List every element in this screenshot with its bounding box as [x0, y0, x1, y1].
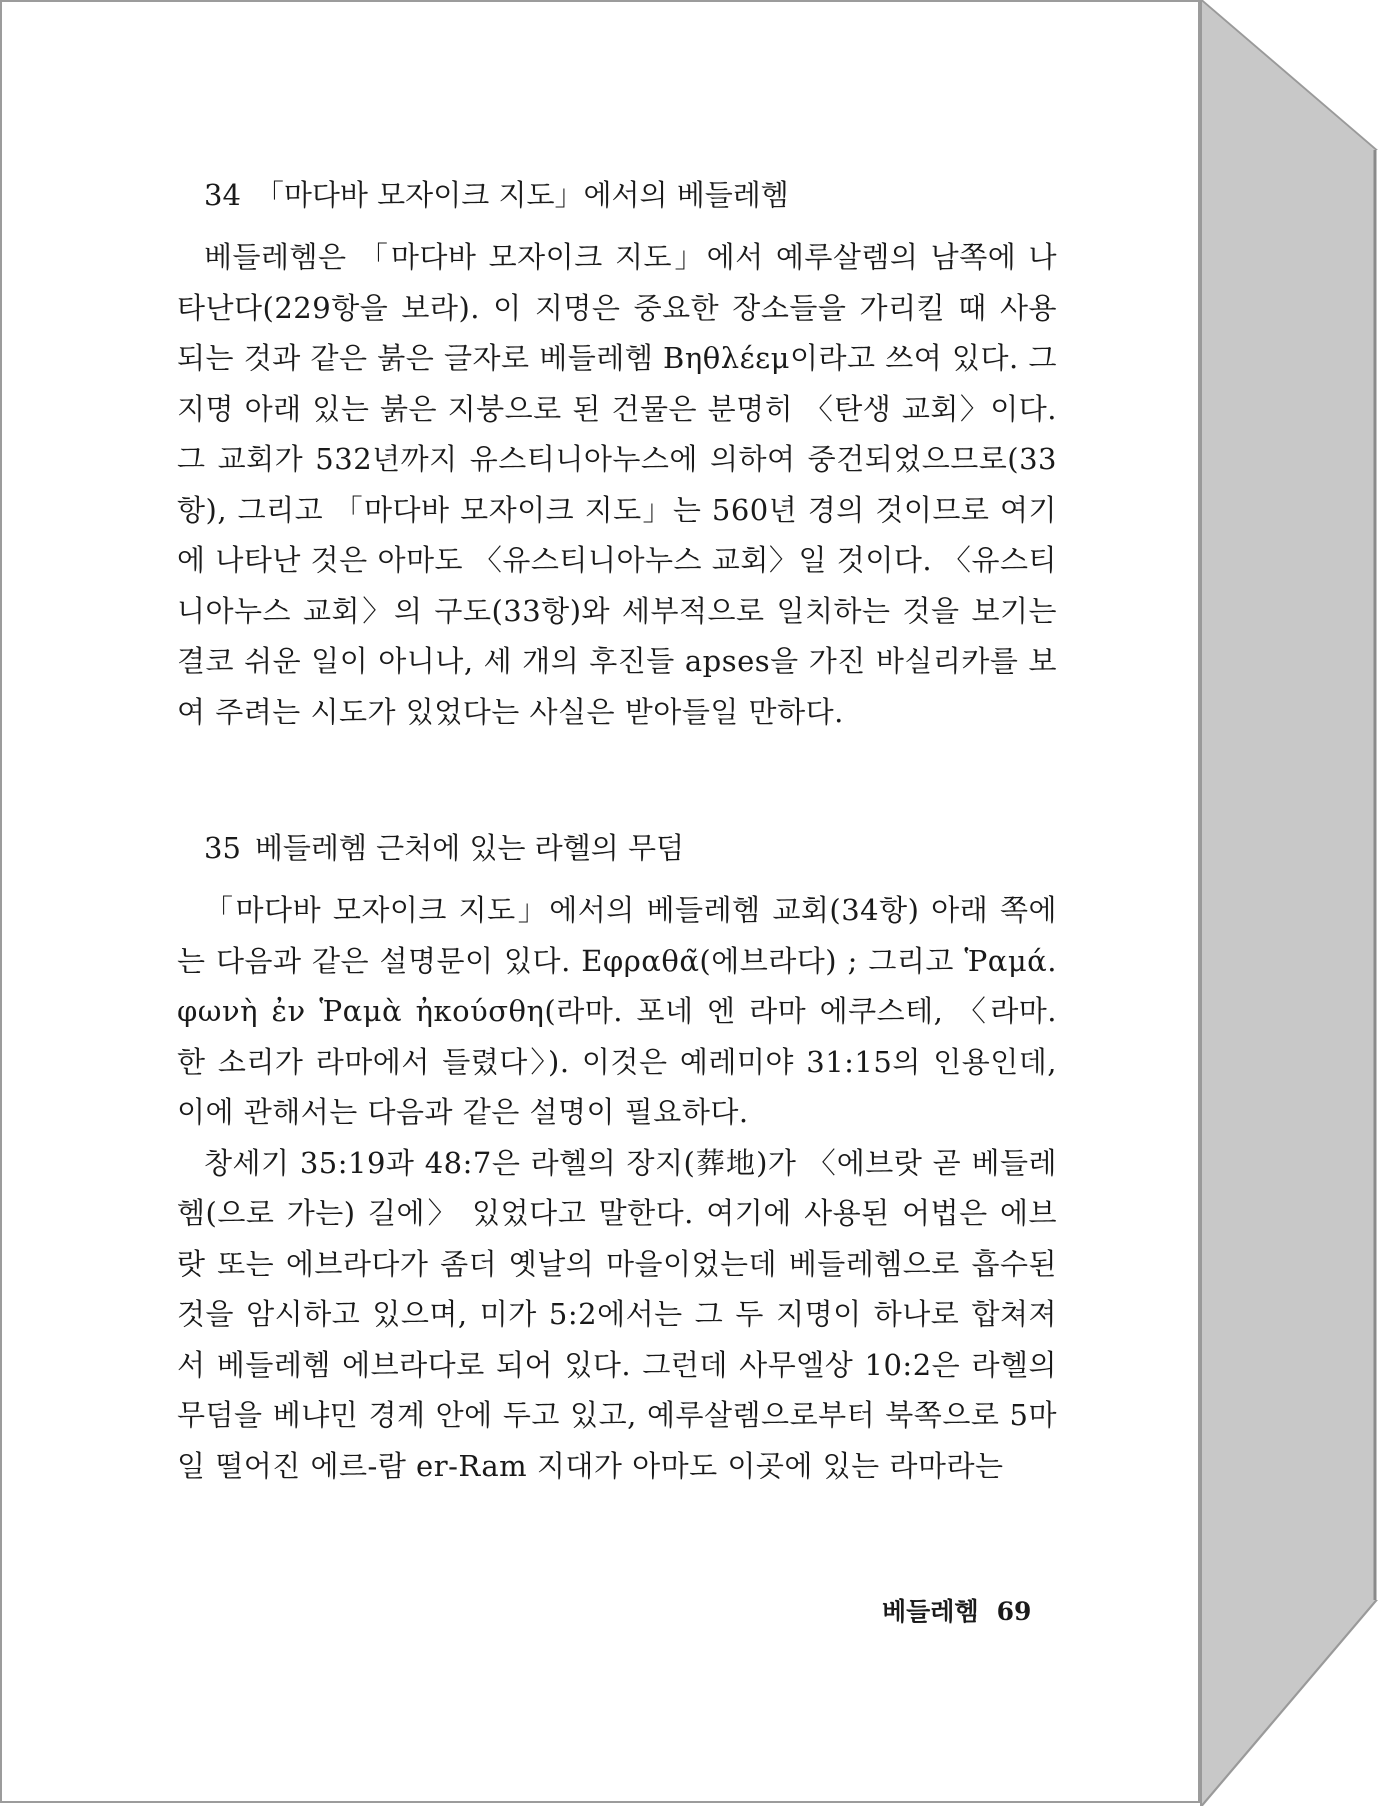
section-gap [177, 737, 1057, 825]
section-35-title: 베들레헴 근처에 있는 라헬의 무덤 [254, 831, 684, 865]
section-34-title: 「마다바 모자이크 지도」에서의 베들레헴 [254, 178, 789, 212]
running-title: 베들레헴 [882, 1597, 979, 1626]
section-35-heading [204, 825, 1057, 871]
page-content [177, 172, 1057, 1491]
section-34-number: 34 [204, 178, 241, 212]
section-34-heading [204, 172, 1057, 218]
section-35-number: 35 [204, 831, 241, 865]
section-35-paragraph-1: 「마다바 모자이크 지도」에서의 베들레헴 교회(34항) 아래 쪽에는 다음과 같은 설명문이 있다. Εφραθα̃(에브라다) ; 그리고 Ῥαμά. φωνὴ ἐν Ῥαμὰ ἠκούσθη(라마. 포네 엔 라마 에쿠스테, 〈라마. 한 소리가 라마에서 들렸다〉). 이것은 예레미야 31:15의 인용인데, 이에 관해서는 다음과 같은 설명이 필요하다. [177, 893, 1057, 1129]
section-35-paragraph-2: 창세기 35:19과 48:7은 라헬의 장지(葬地)가 〈에브랏 곧 베들레헴(으로 가는) 길에〉 있었다고 말한다. 여기에 사용된 어법은 에브랏 또는 에브라다가 좀더 옛날의 마을이었는데 베들레헴으로 흡수된 것을 암시하고 있으며, 미가 5:2에서는 그 두 지명이 하나로 합쳐져서 베들레헴 에브라다로 되어 있다. 그런데 사무엘상 10:2은 라헬의 무덤을 베냐민 경계 안에 두고 있고, 예루살렘으로부터 북쪽으로 5마일 떨어진 에르-람 er-Ram 지대가 아마도 이곳에 있는 라마라는 [177, 1145, 1057, 1483]
section-34-paragraph: 베들레헴은 「마다바 모자이크 지도」에서 예루살렘의 남쪽에 나타난다(229항을 보라). 이 지명은 중요한 장소들을 가리킬 때 사용되는 것과 같은 붉은 글자로 베들레헴 Βηθλέεμ이라고 쓰여 있다. 그 지명 아래 있는 붉은 지붕으로 된 건물은 분명히 〈탄생 교회〉이다. 그 교회가 532년까지 유스티니아누스에 의하여 중건되었으므로(33항), 그리고 「마다바 모자이크 지도」는 560년 경의 것이므로 여기에 나타난 것은 아마도 〈유스티니아누스 교회〉일 것이다. 〈유스티니아누스 교회〉의 구도(33항)와 세부적으로 일치하는 것을 보기는 결코 쉬운 일이 아니나, 세 개의 후진들 apses을 가진 바실리카를 보여 주려는 시도가 있었다는 사실은 받아들일 만하다. [177, 240, 1057, 729]
page-number: 69 [996, 1597, 1032, 1626]
page-edge-shadow [1200, 0, 1390, 1806]
page-footer [882, 1592, 1031, 1628]
